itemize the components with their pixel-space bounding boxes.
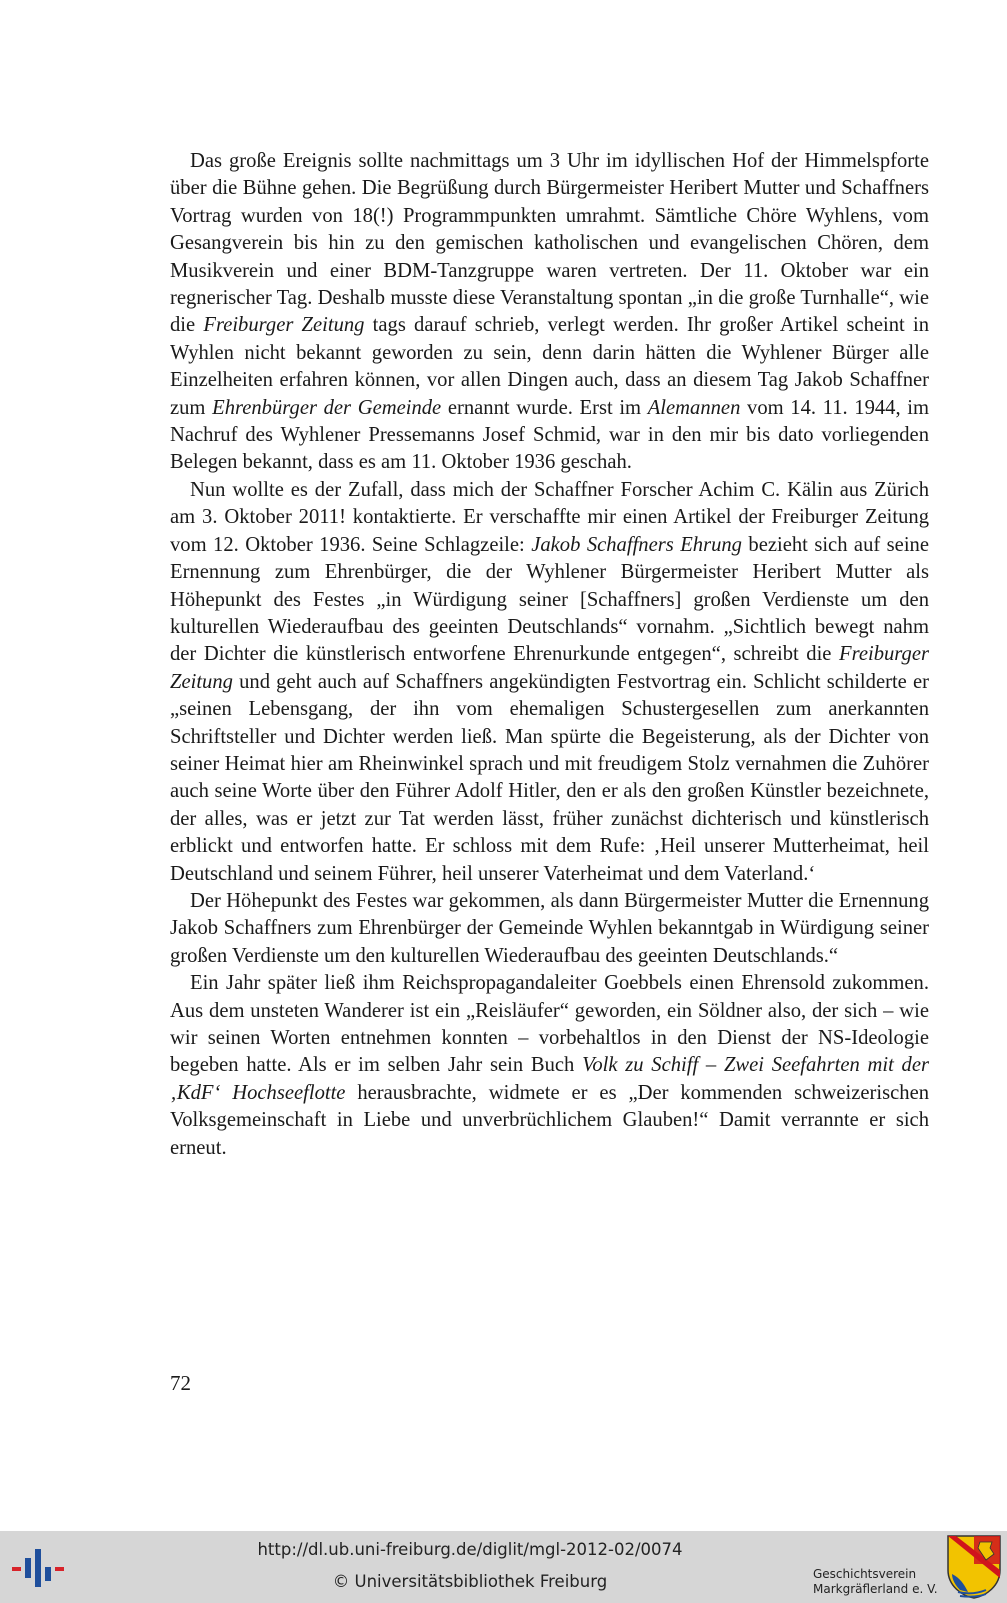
- copyright-text: © Universitätsbibliothek Freiburg: [332, 1572, 608, 1591]
- text-run: ernannt wurde. Erst im: [441, 396, 648, 419]
- italic-text-run: Freiburger Zeitung: [203, 314, 365, 337]
- society-name-line2: Markgräflerland e. V.: [813, 1582, 938, 1596]
- italic-text-run: Volk zu Schiff – Zwei Seefahrten mit der ‚KdF‘ Hochseeflotte: [170, 1054, 929, 1104]
- body-text: [170, 148, 929, 1162]
- text-run: tags darauf schrieb, verlegt werden. Ihr großer Artikel scheint in Wyhlen nicht bekannt geworden zu sein, denn darin hätten die Wyhlener Bürger alle Einzelheiten erfahren können, vor allen Dingen auch, dass an diesem Tag Jakob Schaffner zum: [170, 314, 929, 419]
- text-run: und geht auch auf Schaffners angekündigten Festvortrag ein. Schlicht schilderte er „seinen Lebensgang, der ihn vom ehemaligen Schustergesellen zum anerkannten Schriftsteller und Dichter werden ließ. Man spürte die Begeisterung, als der Dichter von seiner Heimat hier am Rheinwinkel sprach und mit freudigem Stolz vernahmen die Zuhörer auch seine Worte über den Führer Adolf Hitler, den er als den großen Künstler bezeichnete, der alles, was er jetzt zur Tat werden lässt, früher zunächst dichterisch und künstlerisch erblickt und entworfen hatte. Er schloss mit dem Rufe: ‚Heil unserer Mutterheimat, heil Deutschland und seinem Führer, heil unserer Vaterheimat und dem Vaterland.‘: [170, 670, 929, 885]
- text-run: vom 14. 11. 1944, im Nachruf des Wyhlener Pressemanns Josef Schmid, war in den mir bis dato vorliegenden Belegen bekannt, dass es am 11. Oktober 1936 geschah.: [170, 396, 930, 474]
- text-run: Nun wollte es der Zufall, dass mich der Schaffner Forscher Achim C. Kälin aus Zürich am 3. Oktober 2011! kontaktierte. Er verschaffte mir einen Artikel der Freiburger Zeitung vom 12. Oktober 1936. Seine Schlagzeile:: [170, 478, 929, 556]
- society-crest-icon: [946, 1534, 1002, 1600]
- text-run: Der Höhepunkt des Festes war gekommen, als dann Bürgermeister Mutter die Ernennung Jakob Schaffners zum Ehrenbürger der Gemeinde Wyhlen bekanntgab in Würdigung seiner großen Verdienste um den kulturellen Wiederaufbau des geeinten Deutschlands.“: [170, 889, 929, 967]
- text-run: bezieht sich auf seine Ernennung zum Ehrenbürger, die der Wyhlener Bürgermeister Heribert Mutter als Höhepunkt des Festes „in Würdigung seiner [Schaffners] großen Verdienste um den kulturellen Wiederaufbau des geeinten Deutschlands“ vornahm. „Sichtlich bewegt nahm der Dichter die künstlerisch entworfene Ehrenurkunde entgegen“, schreibt die: [170, 533, 929, 666]
- text-run: Ein Jahr später ließ ihm Reichspropagandaleiter Goebbels einen Ehrensold zukommen. Aus dem unsteten Wanderer ist ein „Reisläufer“ geworden, ein Söldner also, der sich – wie wir seinen Worten entnehmen konnten – vorbehaltlos in den Dienst der NS-Ideologie begeben hatte. Als er im selben Jahr sein Buch: [170, 972, 929, 1077]
- paragraph-4: [170, 970, 929, 1162]
- paragraph-3: [170, 888, 929, 970]
- text-run: herausbrachte, widmete er es „Der kommenden schweizerischen Volksgemeinschaft in Liebe und unverbrüchlichem Glauben!“ Damit verrannte er sich erneut.: [170, 1081, 930, 1159]
- italic-text-run: Jakob Schaffners Ehrung: [531, 533, 742, 556]
- italic-text-run: Freiburger Zeitung: [170, 643, 929, 693]
- society-name-line1: Geschichtsverein: [813, 1567, 917, 1581]
- paragraph-2: [170, 477, 929, 888]
- paragraph-1: [170, 148, 929, 477]
- text-run: Das große Ereignis sollte nachmittags um 3 Uhr im idyllischen Hof der Himmelspforte über die Bühne gehen. Die Begrüßung durch Bürgermeister Heribert Mutter und Schaffners Vortrag wurden von 18(!) Programmpunkten umrahmt. Sämtliche Chöre Wyhlens, vom Gesangverein bis hin zu den gemischen katholischen und evangelischen Chören, dem Musikverein und einer BDM-Tanzgruppe waren vertreten. Der 11. Oktober war ein regnerischer Tag. Deshalb musste diese Veranstaltung spontan „in die große Turnhalle“, wie die: [170, 150, 929, 337]
- ub-logo-icon: [12, 1545, 64, 1591]
- society-name: [813, 1567, 953, 1597]
- page-number: 72: [170, 1371, 191, 1395]
- italic-text-run: Ehrenbürger der Gemeinde: [212, 396, 442, 419]
- footer-bar: [0, 1531, 1007, 1603]
- document-url-link[interactable]: http://dl.ub.uni-freiburg.de/diglit/mgl-2012-02/0074: [257, 1540, 683, 1559]
- italic-text-run: Alemannen: [647, 396, 741, 419]
